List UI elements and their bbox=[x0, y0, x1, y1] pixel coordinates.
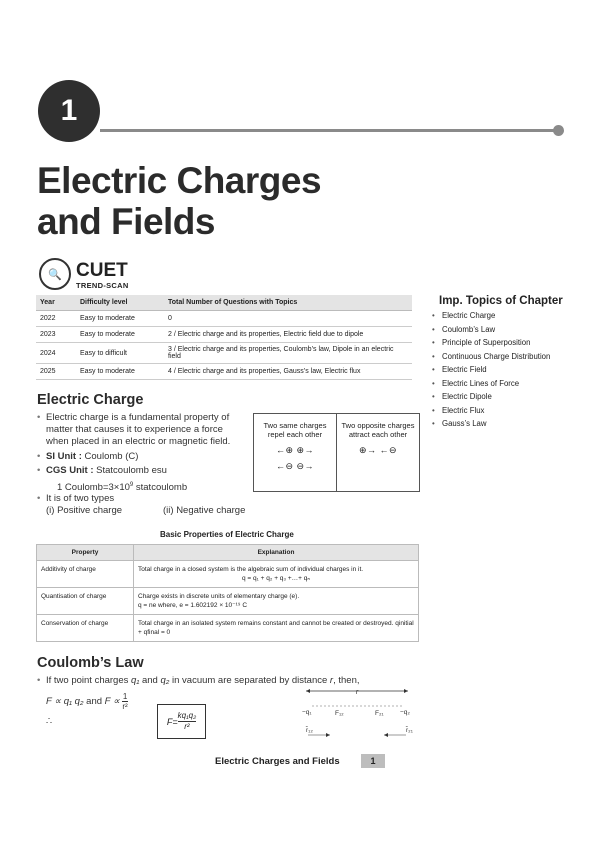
coulomb-intro: • If two point charges q₁ and q₂ in vacuum are separated by distance r, then, bbox=[46, 675, 360, 687]
page-number: 1 bbox=[361, 754, 385, 768]
coulomb-force-diagram bbox=[300, 686, 420, 742]
arrowhead-left-icon bbox=[306, 689, 310, 693]
list-item: • Gauss’s Law bbox=[442, 417, 550, 431]
charge-q1-label: −q₁ bbox=[302, 709, 312, 716]
arrowhead-left-icon bbox=[384, 733, 388, 737]
section-heading-coulombs-law: Coulomb’s Law bbox=[37, 655, 144, 671]
chapter-title: Electric Charges and Fields bbox=[37, 160, 322, 242]
repel-negative-charges: ←⊖ ⊖→ bbox=[275, 461, 315, 471]
coulomb-proportionality: F ∝ q₁ q₂ and F ∝ $\frac{1}{\text{r²}}$ bbox=[46, 692, 128, 711]
cuet-title: CUET bbox=[76, 260, 128, 281]
list-item: • Electric Flux bbox=[442, 404, 550, 418]
table-row: 2024 Easy to difficult 3 / Electric charge and its properties, Coulomb’s law, Dipole in an electric field bbox=[36, 343, 412, 364]
cuet-subtitle: TREND-SCAN bbox=[76, 281, 129, 290]
list-item: • Electric Lines of Force bbox=[442, 377, 550, 391]
type-positive: (i) Positive charge bbox=[46, 505, 123, 516]
table-row: 2022 Easy to moderate 0 bbox=[36, 311, 412, 327]
conversion-line: 1 $Coulomb=3\times 10^9$ statcoulomb bbox=[57, 482, 188, 494]
imp-topics-list bbox=[430, 309, 550, 431]
chapter-rule bbox=[100, 129, 556, 132]
charge-q2-label: −q₂ bbox=[400, 709, 410, 716]
list-item: • Electric Field bbox=[442, 363, 550, 377]
therefore-symbol: ∴ bbox=[46, 716, 53, 727]
repel-positive-charges: ←⊕ ⊕→ bbox=[275, 445, 315, 455]
list-item: • Coulomb’s Law bbox=[442, 323, 550, 337]
list-item: • Principle of Superposition bbox=[442, 336, 550, 350]
table-row: 2023 Easy to moderate 2 / Electric charge and its properties, Electric field due to dipole bbox=[36, 327, 412, 343]
force-f21-label: F₂₁ bbox=[375, 710, 384, 717]
arrowhead-right-icon bbox=[326, 733, 330, 737]
si-unit-line: • SI Unit : Coulomb (C) bbox=[46, 451, 138, 463]
charge-interaction-figure bbox=[253, 413, 420, 492]
type-negative: (ii) Negative charge bbox=[163, 505, 246, 516]
force-f12-label: F₁₂ bbox=[335, 710, 344, 717]
attract-charges: ⊕→ ←⊖ bbox=[358, 445, 398, 455]
unit-vector-r21-label: r̂₂₁ bbox=[406, 727, 413, 734]
types-intro: • It is of two types bbox=[46, 493, 114, 505]
trend-table-header: Year Difficulty level Total Number of Questions with Topics bbox=[36, 295, 412, 311]
properties-table-caption: Basic Properties of Electric Charge bbox=[160, 530, 294, 539]
properties-table bbox=[36, 544, 419, 642]
table-row: Quantisation of charge Charge exists in discrete units of elementary charge (e). q = ne where, e = 1.602192 × 10⁻¹⁹ C bbox=[37, 588, 419, 615]
chapter-number-badge bbox=[38, 80, 100, 142]
trend-table bbox=[36, 295, 412, 380]
list-item: • Electric Charge bbox=[442, 309, 550, 323]
cuet-logo-icon: 🔍 bbox=[39, 258, 71, 290]
section-heading-electric-charge: Electric Charge bbox=[37, 392, 144, 408]
chapter-number: 1 bbox=[60, 94, 78, 127]
unlike-charges-panel: Two opposite charges attract each other ⊕→ ←⊖ bbox=[336, 414, 419, 491]
table-row: 2025 Easy to moderate 4 / Electric charge and its properties, Gauss’s law, Electric flux bbox=[36, 364, 412, 380]
properties-table-header: Property Explanation bbox=[37, 545, 419, 561]
table-row: Conservation of charge Total charge in an isolated system remains constant and cannot be created or destroyed. qinitial + qfinal = 0 bbox=[37, 615, 419, 642]
coulomb-formula-box: F= $\frac{\text{kq₁q₂}}{\text{r²}}$ bbox=[157, 704, 206, 739]
footer-chapter-title: Electric Charges and Fields bbox=[215, 756, 340, 767]
imp-topics-title: Imp. Topics of Chapter bbox=[439, 295, 563, 307]
chapter-rule-dot bbox=[553, 125, 564, 136]
electric-charge-definition: • Electric charge is a fundamental property of matter that causes it to experience a force when placed in an electric or magnetic field. bbox=[46, 412, 230, 448]
cgs-unit-line: • CGS Unit : Statcoulomb esu bbox=[46, 465, 167, 477]
like-charges-panel: Two same charges repel each other ←⊕ ⊕→ ←⊖ ⊖→ bbox=[254, 414, 336, 491]
table-row: Additivity of charge Total charge in a closed system is the algebraic sum of individual charges in it. q = q₁ + q₂ + q₃ +…+ qₙ bbox=[37, 561, 419, 588]
distance-label: r bbox=[355, 689, 359, 696]
list-item: • Electric Dipole bbox=[442, 390, 550, 404]
list-item: • Continuous Charge Distribution bbox=[442, 350, 550, 364]
arrowhead-right-icon bbox=[404, 689, 408, 693]
unit-vector-r12-label: r̂₁₂ bbox=[306, 727, 313, 734]
